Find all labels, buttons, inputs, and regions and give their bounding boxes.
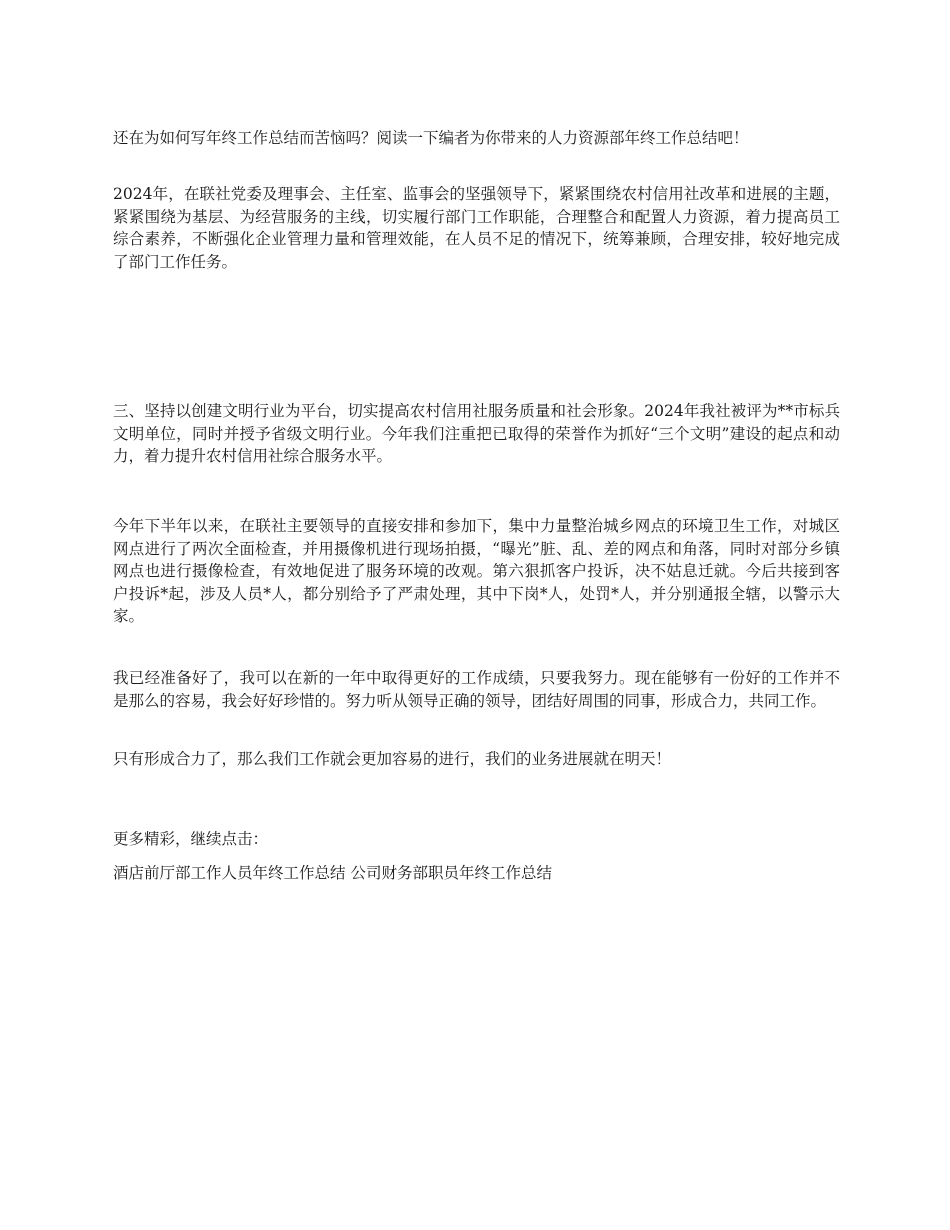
related-links: [113, 862, 840, 885]
summary-paragraph: 2024年，在联社党委及理事会、主任室、监事会的坚强领导下，紧紧围绕农村信用社改革和进展的主题，紧紧围绕为基层、为经营服务的主线，切实履行部门工作职能，合理整合和配置人力资源，着力提高员工综合素养，不断强化企业管理力量和管理效能，在人员不足的情况下，统筹兼顾，合理安排，较好地完成了部门工作任务。: [113, 185, 840, 271]
more-prompt: 更多精彩，继续点击：: [113, 830, 269, 848]
civilization-paragraph: 三、坚持以创建文明行业为平台，切实提高农村信用社服务质量和社会形象。2024年我社被评为**市标兵文明单位，同时并授予省级文明行业。今年我们注重把已取得的荣誉作为抓好“三个文明”建设的起点和动力，着力提升农村信用社综合服务水平。: [113, 402, 840, 465]
closing-paragraph: 只有形成合力了，那么我们工作就会更加容易的进行，我们的业务进展就在明天！: [113, 750, 672, 768]
related-link-finance-department[interactable]: 公司财务部职员年终工作总结: [350, 864, 552, 882]
intro-paragraph: 还在为如何写年终工作总结而苦恼吗？阅读一下编者为你带来的人力资源部年终工作总结吧！: [113, 129, 749, 147]
related-link-hotel-front-desk[interactable]: 酒店前厅部工作人员年终工作总结: [113, 864, 346, 882]
environment-paragraph: 今年下半年以来，在联社主要领导的直接安排和参加下，集中力量整治城乡网点的环境卫生工作，对城区网点进行了两次全面检查，并用摄像机进行现场拍摄，“曝光”脏、乱、差的网点和角落，同时对部分乡镇网点也进行摄像检查，有效地促进了服务环境的改观。第六狠抓客户投诉，决不姑息迁就。今后共接到客户投诉*起，涉及人员*人，都分别给予了严肃处理，其中下岗*人，处罚*人，并分别通报全辖，以警示大家。: [113, 517, 840, 625]
commitment-paragraph: 我已经准备好了，我可以在新的一年中取得更好的工作成绩，只要我努力。现在能够有一份好的工作并不是那么的容易，我会好好珍惜的。努力听从领导正确的领导，团结好周围的同事，形成合力，共同工作。: [113, 669, 840, 710]
